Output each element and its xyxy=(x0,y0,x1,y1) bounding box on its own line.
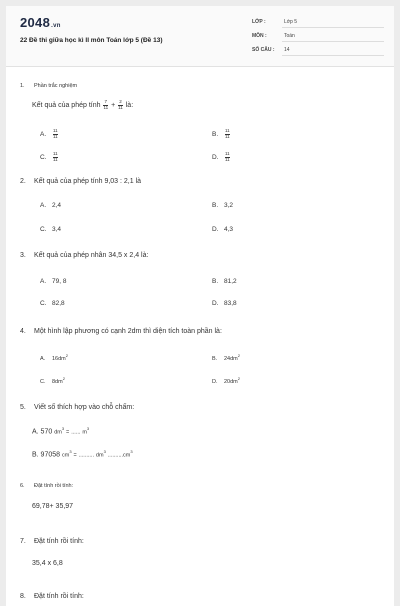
worksheet-header xyxy=(6,6,394,67)
denominator: 11 xyxy=(103,104,109,110)
option-letter: D. xyxy=(212,300,219,307)
option-letter: A. xyxy=(40,130,47,138)
option-letter: C. xyxy=(40,378,46,385)
option-letter: C. xyxy=(40,153,47,161)
unit: dm xyxy=(95,452,104,459)
exponent: 3 xyxy=(103,449,106,454)
option-b[interactable] xyxy=(212,129,231,139)
prompt-text: Kết quả của phép tính xyxy=(32,101,101,109)
question-number: 3. xyxy=(20,252,26,259)
option-b[interactable] xyxy=(212,202,233,209)
option-a[interactable] xyxy=(40,278,66,285)
blank-dots[interactable]: ...... xyxy=(71,429,81,436)
denominator: 11 xyxy=(53,156,58,162)
option-d[interactable] xyxy=(212,226,233,233)
option-a[interactable] xyxy=(40,353,68,362)
exponent: 3 xyxy=(61,426,65,431)
plus-sign: + xyxy=(111,101,116,109)
numerator: 7 xyxy=(104,99,108,104)
option-letter: A. xyxy=(40,278,47,285)
option-c[interactable] xyxy=(40,300,65,307)
divider xyxy=(282,55,384,56)
numerator: 11 xyxy=(53,128,58,133)
fraction xyxy=(103,100,108,110)
denominator: 11 xyxy=(118,104,123,110)
meta-subject-label: MÔN : xyxy=(252,33,267,39)
question-number: 2. xyxy=(20,178,26,185)
meta-count-label: SỐ CÂU : xyxy=(252,47,275,53)
unit: dm xyxy=(54,429,62,436)
meta-grade-value: Lớp 5 xyxy=(284,19,298,25)
numerator: 11 xyxy=(53,151,58,156)
exponent: 2 xyxy=(237,353,240,358)
meta-grade xyxy=(252,16,384,28)
option-letter: D. xyxy=(212,378,218,385)
unit: cm xyxy=(123,452,131,459)
denominator: 11 xyxy=(225,133,230,139)
option-d[interactable] xyxy=(212,376,240,385)
option-letter: C. xyxy=(40,300,47,307)
exponent: 3 xyxy=(86,426,90,431)
option-letter: B. xyxy=(212,202,219,209)
meta-grade-label: LỚP : xyxy=(252,19,266,25)
option-b[interactable] xyxy=(212,278,237,285)
line-label: B. 97058 xyxy=(32,451,61,459)
fraction xyxy=(53,129,58,139)
question-number: 4. xyxy=(20,328,26,335)
unit: cm xyxy=(61,452,70,459)
exponent: 2 xyxy=(65,353,68,358)
option-letter: C. xyxy=(40,226,47,233)
denominator: 11 xyxy=(225,156,230,162)
question-text: Kết quả của phép nhân 34,5 x 2,4 là: xyxy=(34,252,149,259)
option-letter: A. xyxy=(40,202,47,209)
question-number: 7. xyxy=(20,538,26,545)
option-letter: D. xyxy=(212,153,219,161)
option-c[interactable] xyxy=(40,376,65,385)
divider xyxy=(282,27,384,28)
option-text: 4,3 xyxy=(224,226,234,233)
question-text: Đặt tính rồi tính: xyxy=(34,593,84,600)
meta-count-value: 14 xyxy=(284,47,290,53)
blank-dots[interactable]: .......... xyxy=(78,452,94,459)
fraction xyxy=(225,152,230,162)
line-label: A. 570 xyxy=(32,428,53,436)
option-letter: A. xyxy=(40,355,46,362)
question-6-expression: 69,78+ 35,97 xyxy=(32,503,74,510)
equals: = xyxy=(73,452,77,459)
option-d[interactable] xyxy=(212,300,237,307)
option-text: 2,4 xyxy=(52,202,62,209)
option-text: 16dm xyxy=(52,355,66,362)
exponent: 3 xyxy=(130,449,133,454)
denominator: 11 xyxy=(53,133,58,139)
option-c[interactable] xyxy=(40,226,61,233)
site-logo[interactable] xyxy=(20,15,61,30)
question-1-prompt xyxy=(32,100,133,110)
worksheet-page xyxy=(6,6,394,606)
page-title: 22 Đề thi giữa học kì II môn Toán lớp 5 (Đề 13) xyxy=(20,37,163,44)
section-heading: Phần trắc nghiệm xyxy=(34,83,78,89)
numerator: 2 xyxy=(119,99,122,104)
fraction xyxy=(118,100,123,110)
option-text: 3,2 xyxy=(224,202,234,209)
option-a[interactable] xyxy=(40,129,59,139)
question-text: Đặt tính rồi tính: xyxy=(34,483,74,489)
exponent: 2 xyxy=(237,376,240,381)
question-text: Kết quả của phép tính 9,03 : 2,1 là xyxy=(34,178,142,185)
option-text: 3,4 xyxy=(52,226,62,233)
question-text: Một hình lập phương có cạnh 2dm thì diện tích toàn phần là: xyxy=(34,328,222,335)
prompt-text: là: xyxy=(125,101,134,109)
option-d[interactable] xyxy=(212,152,231,162)
option-letter: B. xyxy=(212,130,219,138)
equals: = xyxy=(66,429,70,436)
question-number: 1. xyxy=(20,83,25,89)
question-number: 6. xyxy=(20,483,25,489)
option-text: 8dm xyxy=(52,378,63,385)
option-letter: B. xyxy=(212,355,218,362)
logo-suffix: .vn xyxy=(51,23,61,29)
question-text: Viết số thích hợp vào chỗ chấm: xyxy=(34,404,135,411)
unit: m xyxy=(82,429,87,436)
numerator: 11 xyxy=(225,151,230,156)
numerator: 11 xyxy=(225,128,230,133)
fill-line-a xyxy=(32,426,89,435)
option-text: 81,2 xyxy=(224,278,237,285)
option-text: 20dm xyxy=(224,378,238,385)
fraction xyxy=(225,129,230,139)
question-number: 5. xyxy=(20,404,26,411)
meta-question-count xyxy=(252,44,384,56)
divider xyxy=(282,41,384,42)
option-text: 83,8 xyxy=(224,300,237,307)
meta-subject xyxy=(252,30,384,42)
fill-line-b xyxy=(32,449,133,458)
option-text: 79, 8 xyxy=(52,278,67,285)
exponent: 3 xyxy=(69,449,72,454)
question-number: 8. xyxy=(20,593,26,600)
logo-text: 2048 xyxy=(20,15,51,30)
option-c[interactable] xyxy=(40,152,59,162)
blank-dots[interactable]: .......... xyxy=(107,452,124,459)
option-b[interactable] xyxy=(212,353,240,362)
question-text: Đặt tính rồi tính: xyxy=(34,538,84,545)
option-letter: D. xyxy=(212,226,219,233)
meta-subject-value: Toán xyxy=(284,33,295,39)
option-letter: B. xyxy=(212,278,219,285)
fraction xyxy=(53,152,58,162)
question-7-expression: 35,4 x 6,8 xyxy=(32,560,63,567)
option-text: 24dm xyxy=(224,355,238,362)
exponent: 2 xyxy=(62,376,65,381)
option-a[interactable] xyxy=(40,202,61,209)
option-text: 82,8 xyxy=(52,300,65,307)
